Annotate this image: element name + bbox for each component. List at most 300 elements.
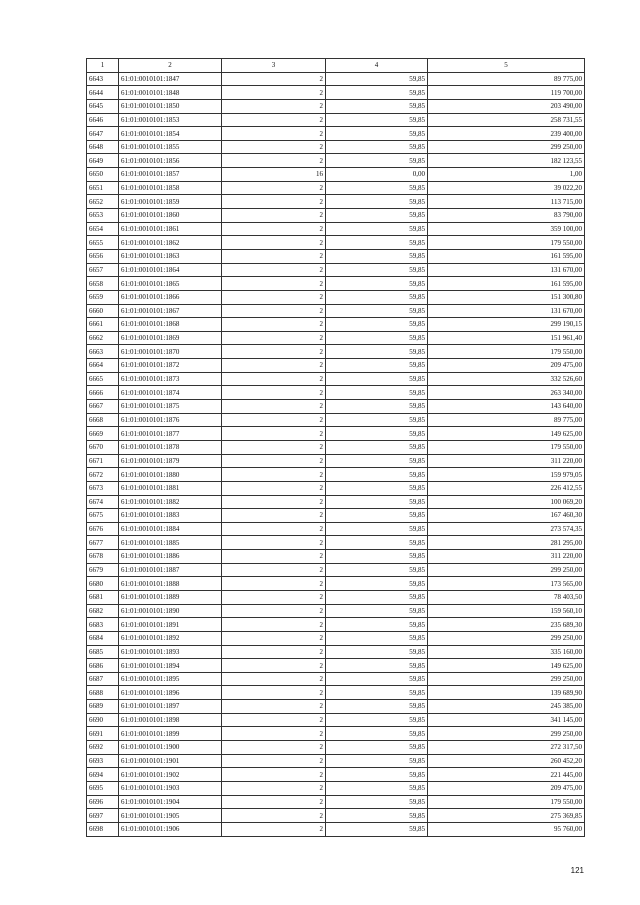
value-cell: 173 565,00 [428,577,585,591]
table-row [87,440,585,454]
code-cell: 2 [222,413,326,427]
code-cell: 2 [222,631,326,645]
row-number-cell: 6692 [87,741,119,755]
row-number-cell: 6666 [87,386,119,400]
row-number-cell: 6681 [87,590,119,604]
code-cell: 2 [222,277,326,291]
value-cell: 299 250,00 [428,140,585,154]
value-cell: 221 445,00 [428,768,585,782]
cadastral-number-cell: 61:01:0010101:1880 [119,468,222,482]
table-row [87,754,585,768]
cadastral-number-cell: 61:01:0010101:1906 [119,822,222,836]
code-cell: 2 [222,822,326,836]
rate-cell: 59,85 [326,659,428,673]
header-cell-2: 2 [119,59,222,73]
value-cell: 159 979,05 [428,468,585,482]
rate-cell: 59,85 [326,495,428,509]
value-cell: 281 295,00 [428,536,585,550]
cadastral-number-cell: 61:01:0010101:1853 [119,113,222,127]
table-row [87,700,585,714]
row-number-cell: 6649 [87,154,119,168]
table-row [87,659,585,673]
value-cell: 311 220,00 [428,550,585,564]
cadastral-number-cell: 61:01:0010101:1900 [119,741,222,755]
table-row [87,359,585,373]
value-cell: 131 670,00 [428,304,585,318]
rate-cell: 59,85 [326,290,428,304]
header-cell-4: 4 [326,59,428,73]
cadastral-number-cell: 61:01:0010101:1870 [119,345,222,359]
rate-cell: 59,85 [326,781,428,795]
rate-cell: 59,85 [326,345,428,359]
row-number-cell: 6655 [87,236,119,250]
header-cell-3: 3 [222,59,326,73]
row-number-cell: 6684 [87,631,119,645]
cadastral-number-cell: 61:01:0010101:1854 [119,127,222,141]
cadastral-number-cell: 61:01:0010101:1888 [119,577,222,591]
rate-cell: 59,85 [326,113,428,127]
row-number-cell: 6665 [87,372,119,386]
rate-cell: 59,85 [326,754,428,768]
value-cell: 179 550,00 [428,345,585,359]
rate-cell: 59,85 [326,236,428,250]
row-number-cell: 6668 [87,413,119,427]
cadastral-number-cell: 61:01:0010101:1869 [119,331,222,345]
row-number-cell: 6696 [87,795,119,809]
row-number-cell: 6679 [87,563,119,577]
code-cell: 2 [222,99,326,113]
row-number-cell: 6697 [87,809,119,823]
code-cell: 2 [222,345,326,359]
code-cell: 2 [222,154,326,168]
row-number-cell: 6685 [87,645,119,659]
table-row [87,809,585,823]
code-cell: 2 [222,72,326,86]
value-cell: 179 550,00 [428,236,585,250]
rate-cell: 59,85 [326,181,428,195]
rate-cell: 59,85 [326,590,428,604]
row-number-cell: 6663 [87,345,119,359]
value-cell: 260 452,20 [428,754,585,768]
code-cell: 2 [222,400,326,414]
value-cell: 89 775,00 [428,72,585,86]
table-row [87,249,585,263]
row-number-cell: 6683 [87,618,119,632]
rate-cell: 59,85 [326,209,428,223]
table-row [87,72,585,86]
code-cell: 2 [222,236,326,250]
table-row [87,822,585,836]
rate-cell: 0,00 [326,168,428,182]
row-number-cell: 6689 [87,700,119,714]
row-number-cell: 6650 [87,168,119,182]
code-cell: 2 [222,140,326,154]
rate-cell: 59,85 [326,768,428,782]
table-row [87,522,585,536]
value-cell: 359 100,00 [428,222,585,236]
table-row [87,168,585,182]
code-cell: 2 [222,359,326,373]
cadastral-number-cell: 61:01:0010101:1887 [119,563,222,577]
rate-cell: 59,85 [326,86,428,100]
rate-cell: 59,85 [326,618,428,632]
cadastral-number-cell: 61:01:0010101:1886 [119,550,222,564]
table-row [87,372,585,386]
value-cell: 182 123,55 [428,154,585,168]
cadastral-number-cell: 61:01:0010101:1872 [119,359,222,373]
rate-cell: 59,85 [326,645,428,659]
rate-cell: 59,85 [326,468,428,482]
table-row [87,345,585,359]
rate-cell: 59,85 [326,386,428,400]
cadastral-number-cell: 61:01:0010101:1885 [119,536,222,550]
rate-cell: 59,85 [326,795,428,809]
cadastral-number-cell: 61:01:0010101:1859 [119,195,222,209]
row-number-cell: 6678 [87,550,119,564]
page-number: 121 [570,866,584,875]
value-cell: 299 250,00 [428,563,585,577]
table-row [87,140,585,154]
row-number-cell: 6674 [87,495,119,509]
row-number-cell: 6646 [87,113,119,127]
row-number-cell: 6661 [87,318,119,332]
value-cell: 272 317,50 [428,741,585,755]
rate-cell: 59,85 [326,72,428,86]
value-cell: 78 403,50 [428,590,585,604]
rate-cell: 59,85 [326,713,428,727]
row-number-cell: 6660 [87,304,119,318]
cadastral-number-cell: 61:01:0010101:1866 [119,290,222,304]
value-cell: 167 460,30 [428,509,585,523]
cadastral-number-cell: 61:01:0010101:1873 [119,372,222,386]
table-row [87,209,585,223]
table-row [87,195,585,209]
row-number-cell: 6691 [87,727,119,741]
code-cell: 2 [222,809,326,823]
cadastral-number-cell: 61:01:0010101:1903 [119,781,222,795]
cadastral-number-cell: 61:01:0010101:1892 [119,631,222,645]
rate-cell: 59,85 [326,809,428,823]
value-cell: 89 775,00 [428,413,585,427]
code-cell: 2 [222,604,326,618]
code-cell: 2 [222,209,326,223]
rate-cell: 59,85 [326,686,428,700]
code-cell: 2 [222,386,326,400]
rate-cell: 59,85 [326,631,428,645]
table-row [87,631,585,645]
cadastral-number-cell: 61:01:0010101:1894 [119,659,222,673]
code-cell: 2 [222,331,326,345]
code-cell: 2 [222,263,326,277]
code-cell: 2 [222,618,326,632]
rate-cell: 59,85 [326,536,428,550]
rate-cell: 59,85 [326,249,428,263]
value-cell: 258 731,55 [428,113,585,127]
rate-cell: 59,85 [326,154,428,168]
code-cell: 2 [222,427,326,441]
table-row [87,400,585,414]
table-row [87,495,585,509]
code-cell: 2 [222,768,326,782]
row-number-cell: 6657 [87,263,119,277]
value-cell: 209 475,00 [428,359,585,373]
table-row [87,727,585,741]
table-row [87,99,585,113]
code-cell: 2 [222,659,326,673]
row-number-cell: 6672 [87,468,119,482]
cadastral-number-cell: 61:01:0010101:1889 [119,590,222,604]
header-cell-5: 5 [428,59,585,73]
value-cell: 275 369,85 [428,809,585,823]
value-cell: 311 220,00 [428,454,585,468]
cadastral-number-cell: 61:01:0010101:1874 [119,386,222,400]
value-cell: 100 069,20 [428,495,585,509]
table-row [87,577,585,591]
value-cell: 113 715,00 [428,195,585,209]
row-number-cell: 6667 [87,400,119,414]
cadastral-number-cell: 61:01:0010101:1890 [119,604,222,618]
rate-cell: 59,85 [326,577,428,591]
row-number-cell: 6662 [87,331,119,345]
table-row [87,768,585,782]
value-cell: 341 145,00 [428,713,585,727]
code-cell: 2 [222,304,326,318]
cadastral-number-cell: 61:01:0010101:1904 [119,795,222,809]
code-cell: 2 [222,727,326,741]
row-number-cell: 6656 [87,249,119,263]
row-number-cell: 6694 [87,768,119,782]
table-row [87,645,585,659]
cadastral-number-cell: 61:01:0010101:1895 [119,672,222,686]
row-number-cell: 6654 [87,222,119,236]
cadastral-number-cell: 61:01:0010101:1868 [119,318,222,332]
row-number-cell: 6664 [87,359,119,373]
table-row [87,304,585,318]
row-number-cell: 6690 [87,713,119,727]
rate-cell: 59,85 [326,277,428,291]
cadastral-number-cell: 61:01:0010101:1884 [119,522,222,536]
cadastral-number-cell: 61:01:0010101:1864 [119,263,222,277]
row-number-cell: 6648 [87,140,119,154]
code-cell: 2 [222,468,326,482]
cadastral-number-cell: 61:01:0010101:1901 [119,754,222,768]
value-cell: 299 250,00 [428,631,585,645]
rate-cell: 59,85 [326,822,428,836]
value-cell: 1,00 [428,168,585,182]
row-number-cell: 6670 [87,440,119,454]
table-row [87,113,585,127]
value-cell: 179 550,00 [428,440,585,454]
code-cell: 2 [222,795,326,809]
code-cell: 2 [222,577,326,591]
table-row [87,127,585,141]
table-row [87,590,585,604]
cadastral-number-cell: 61:01:0010101:1848 [119,86,222,100]
code-cell: 2 [222,113,326,127]
cadastral-number-cell: 61:01:0010101:1855 [119,140,222,154]
value-cell: 203 490,00 [428,99,585,113]
row-number-cell: 6680 [87,577,119,591]
value-cell: 161 595,00 [428,249,585,263]
table-row [87,236,585,250]
code-cell: 2 [222,372,326,386]
value-cell: 159 560,10 [428,604,585,618]
cadastral-number-cell: 61:01:0010101:1862 [119,236,222,250]
table-row [87,318,585,332]
value-cell: 299 250,00 [428,727,585,741]
cadastral-number-cell: 61:01:0010101:1882 [119,495,222,509]
table-row [87,563,585,577]
table-row [87,468,585,482]
rate-cell: 59,85 [326,318,428,332]
row-number-cell: 6687 [87,672,119,686]
row-number-cell: 6658 [87,277,119,291]
code-cell: 2 [222,481,326,495]
table-row [87,154,585,168]
cadastral-number-cell: 61:01:0010101:1863 [119,249,222,263]
table-row [87,672,585,686]
value-cell: 263 340,00 [428,386,585,400]
code-cell: 2 [222,550,326,564]
cadastral-number-cell: 61:01:0010101:1898 [119,713,222,727]
table-row [87,386,585,400]
table-row [87,509,585,523]
table-row [87,263,585,277]
table-row [87,795,585,809]
code-cell: 2 [222,754,326,768]
value-cell: 226 412,55 [428,481,585,495]
table-row [87,427,585,441]
table-row [87,86,585,100]
value-cell: 299 250,00 [428,672,585,686]
rate-cell: 59,85 [326,140,428,154]
code-cell: 2 [222,495,326,509]
value-cell: 273 574,35 [428,522,585,536]
cadastral-number-cell: 61:01:0010101:1896 [119,686,222,700]
cadastral-number-cell: 61:01:0010101:1877 [119,427,222,441]
row-number-cell: 6652 [87,195,119,209]
code-cell: 2 [222,563,326,577]
value-cell: 151 300,80 [428,290,585,304]
code-cell: 2 [222,181,326,195]
row-number-cell: 6673 [87,481,119,495]
rate-cell: 59,85 [326,400,428,414]
code-cell: 2 [222,781,326,795]
value-cell: 179 550,00 [428,795,585,809]
value-cell: 143 640,00 [428,400,585,414]
value-cell: 149 625,00 [428,659,585,673]
cadastral-number-cell: 61:01:0010101:1879 [119,454,222,468]
table-row [87,181,585,195]
rate-cell: 59,85 [326,222,428,236]
cadastral-number-cell: 61:01:0010101:1878 [119,440,222,454]
cadastral-number-cell: 61:01:0010101:1902 [119,768,222,782]
code-cell: 2 [222,672,326,686]
cadastral-number-cell: 61:01:0010101:1867 [119,304,222,318]
row-number-cell: 6647 [87,127,119,141]
rate-cell: 59,85 [326,700,428,714]
rate-cell: 59,85 [326,359,428,373]
rate-cell: 59,85 [326,440,428,454]
rate-cell: 59,85 [326,263,428,277]
code-cell: 2 [222,700,326,714]
code-cell: 2 [222,440,326,454]
rate-cell: 59,85 [326,481,428,495]
row-number-cell: 6651 [87,181,119,195]
table-row [87,536,585,550]
rate-cell: 59,85 [326,195,428,209]
cadastral-number-cell: 61:01:0010101:1891 [119,618,222,632]
rate-cell: 59,85 [326,427,428,441]
rate-cell: 59,85 [326,413,428,427]
cadastral-number-cell: 61:01:0010101:1865 [119,277,222,291]
value-cell: 149 625,00 [428,427,585,441]
table-row [87,481,585,495]
table-row [87,277,585,291]
value-cell: 39 022,20 [428,181,585,195]
code-cell: 2 [222,686,326,700]
value-cell: 131 670,00 [428,263,585,277]
code-cell: 2 [222,195,326,209]
rate-cell: 59,85 [326,522,428,536]
rate-cell: 59,85 [326,331,428,345]
row-number-cell: 6676 [87,522,119,536]
table-row [87,618,585,632]
data-table [86,58,585,837]
table-body [87,59,585,837]
rate-cell: 59,85 [326,509,428,523]
code-cell: 2 [222,127,326,141]
cadastral-number-cell: 61:01:0010101:1899 [119,727,222,741]
row-number-cell: 6688 [87,686,119,700]
cadastral-number-cell: 61:01:0010101:1883 [119,509,222,523]
code-cell: 2 [222,222,326,236]
cadastral-number-cell: 61:01:0010101:1861 [119,222,222,236]
row-number-cell: 6653 [87,209,119,223]
code-cell: 2 [222,522,326,536]
cadastral-number-cell: 61:01:0010101:1857 [119,168,222,182]
rate-cell: 59,85 [326,550,428,564]
table-row [87,454,585,468]
code-cell: 16 [222,168,326,182]
row-number-cell: 6698 [87,822,119,836]
code-cell: 2 [222,86,326,100]
table-row [87,686,585,700]
value-cell: 119 700,00 [428,86,585,100]
table-row [87,290,585,304]
cadastral-number-cell: 61:01:0010101:1875 [119,400,222,414]
code-cell: 2 [222,290,326,304]
header-cell-1: 1 [87,59,119,73]
row-number-cell: 6693 [87,754,119,768]
rate-cell: 59,85 [326,372,428,386]
value-cell: 161 595,00 [428,277,585,291]
row-number-cell: 6669 [87,427,119,441]
rate-cell: 59,85 [326,127,428,141]
rate-cell: 59,85 [326,727,428,741]
row-number-cell: 6675 [87,509,119,523]
table-row [87,413,585,427]
code-cell: 2 [222,249,326,263]
value-cell: 235 689,30 [428,618,585,632]
value-cell: 245 385,00 [428,700,585,714]
table-header-row [87,59,585,73]
rate-cell: 59,85 [326,99,428,113]
table-row [87,741,585,755]
rate-cell: 59,85 [326,741,428,755]
row-number-cell: 6677 [87,536,119,550]
row-number-cell: 6695 [87,781,119,795]
